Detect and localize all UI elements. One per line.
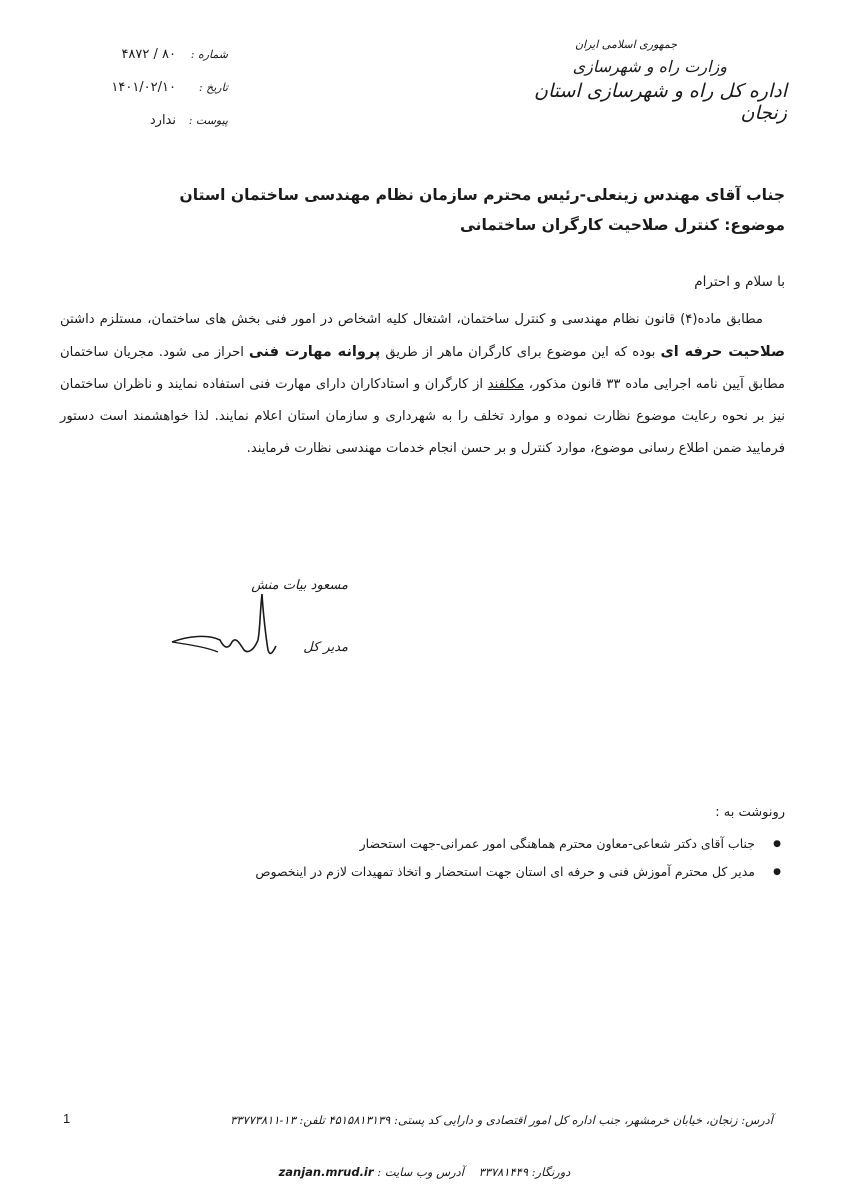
- footer-web-label: آدرس وب سایت :: [377, 1165, 464, 1179]
- ministry-name: وزارت راه و شهرسازی: [572, 57, 727, 76]
- underlined-obligated: مکلفند: [487, 377, 525, 392]
- letter-number-row: [58, 38, 228, 71]
- letter-heading: [65, 180, 785, 240]
- office-name: اداره کل راه و شهرسازی استان زنجان: [534, 80, 787, 124]
- footer-contact: [0, 1165, 849, 1179]
- letter-date-value: ۱۴۰۱/۰۲/۱۰: [111, 80, 176, 95]
- cc-item: ● جناب آقای دکتر شعاعی-معاون محترم هماهنگی امور عمرانی-جهت استحضار: [185, 830, 755, 858]
- cc-list: [185, 830, 785, 886]
- handwritten-signature: [168, 590, 278, 670]
- letter-attachment-label: پیوست :: [188, 114, 228, 127]
- footer-address: آدرس: زنجان، خیابان خرمشهر، جنب اداره کل امور اقتصادی و دارایی کد پستی: ۴۵۱۵۸۱۳۱۳۹ تلفن: ۱۳-۳۳۷۷۳۸۱۱: [230, 1113, 773, 1127]
- body-paragraph: [60, 304, 785, 465]
- signer-title: مدیر کل: [303, 640, 348, 655]
- body-text: احراز می شود. مجریان ساختمان مطابق آیین نامه اجرایی ماده ۳۳ قانون مذکور،: [60, 345, 785, 392]
- signature-block: [168, 570, 348, 680]
- letter-date-row: [58, 71, 228, 104]
- website-link[interactable]: zanjan.mrud.ir: [278, 1165, 374, 1179]
- letter-attachment-row: [58, 104, 228, 137]
- body-text: از کارگران و استادکاران دارای مهارت فنی استفاده نمایند و ناظران ساختمان نیز بر نحوه رعایت موضوع نظارت نموده و موارد تخلف را به شهرداری و سازمان استان اعلام نمایند. لذا خواهشمند است دستور فرمایید ضمن اطلاع رسانی موضوع، موارد کنترل و بر حسن انجام خدمات مهندسی نظارت فرمایند.: [60, 377, 785, 456]
- body-text: بوده که این موضوع برای کارگران ماهر از طریق: [380, 345, 661, 360]
- greeting: با سلام و احترام: [694, 274, 785, 290]
- page-number: 1: [63, 1111, 71, 1126]
- letter-date-label: تاریخ :: [198, 81, 228, 94]
- letter-body: [60, 304, 785, 465]
- footer-fax: دورنگار: ۳۳۷۸۱۴۴۹: [478, 1165, 571, 1179]
- letter-number-label: شماره :: [190, 48, 228, 61]
- cc-title: رونوشت به :: [715, 805, 785, 820]
- body-text: مطابق ماده(۴) قانون نظام مهندسی و کنترل ساختمان، اشتغال کلیه اشخاص در امور فنی بخش های ساختمان، مستلزم داشتن: [60, 312, 763, 327]
- cc-item: ● مدیر کل محترم آموزش فنی و حرفه ای استان جهت استحضار و اتخاذ تمهیدات لازم در اینخصوص: [185, 858, 755, 886]
- carbon-copy: [185, 805, 785, 886]
- emphasis-skill-license: پروانه مهارت فنی: [248, 344, 381, 360]
- emphasis-professional-competence: صلاحیت حرفه ای: [660, 344, 785, 360]
- letterhead: [487, 38, 787, 124]
- letter-attachment-value: ندارد: [149, 113, 176, 128]
- letter-meta: [58, 38, 228, 137]
- recipient-line: جناب آقای مهندس زینعلی-رئیس محترم سازمان نظام مهندسی ساختمان استان: [179, 186, 785, 204]
- country-name: جمهوری اسلامی ایران: [574, 38, 677, 51]
- letter-number-value: ۸۰ / ۴۸۷۲: [121, 47, 176, 62]
- subject-line: موضوع: کنترل صلاحیت کارگران ساختمانی: [459, 216, 785, 234]
- signer-name: مسعود بیات منش: [251, 578, 348, 593]
